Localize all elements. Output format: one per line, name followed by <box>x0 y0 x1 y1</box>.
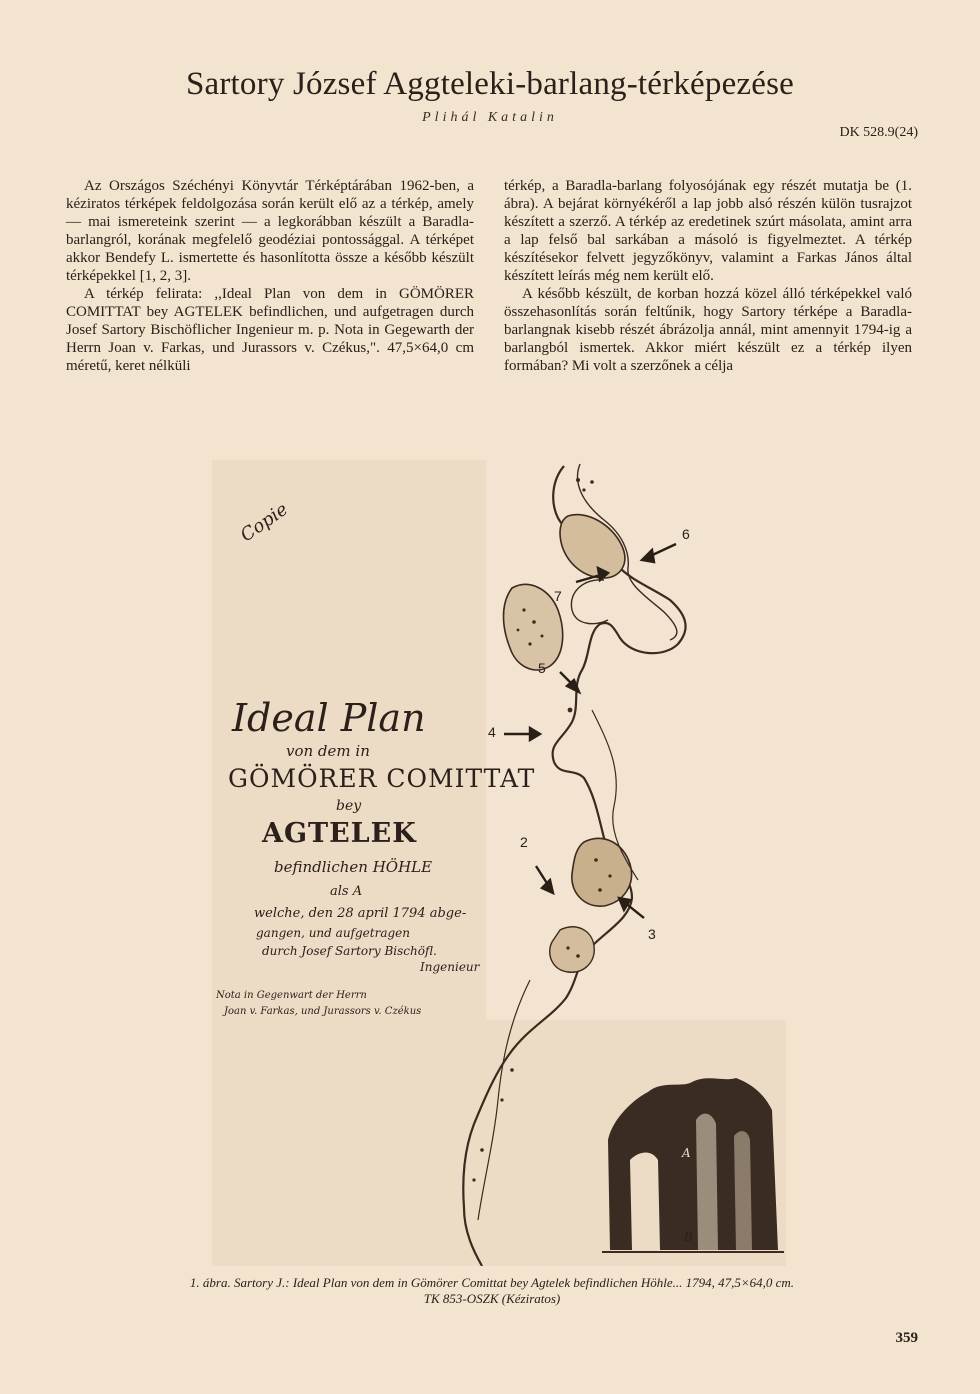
cave-map-figure <box>212 460 786 1266</box>
paragraph: A térkép felirata: ,,Ideal Plan von dem in GÖMÖRER COMITTAT bey AGTELEK befindlichen, und aufgetragen durch Josef Sartory Bischöflicher Ingenieur m. p. Nota in Gegewarth der Herrn Joan v. Farkas, und Jurassors v. Czékus,". 47,5×64,0 cm méretű, keret nélküli <box>66 286 474 374</box>
map-title-line10: durch Josef Sartory Bischöfl. <box>262 944 437 958</box>
map-marker-3: 3 <box>648 926 656 942</box>
map-marker-5: 5 <box>538 660 546 676</box>
map-note-line1: Nota in Gegenwart der Herrn <box>216 990 367 1001</box>
map-title-line6: befindlichen HÖHLE <box>274 858 433 876</box>
map-note-line2: Joan v. Farkas, und Jurassors v. Czékus <box>224 1006 422 1017</box>
map-title-line3: GÖMÖRER COMITTAT <box>228 764 536 793</box>
map-title-line1: Ideal Plan <box>232 696 426 740</box>
page-number: 359 <box>895 1330 918 1346</box>
map-title-line2: von dem in <box>286 742 370 760</box>
paragraph: térkép, a Baradla-barlang folyosójának egy részét mutatja be (1. ábra). A bejárat környékéről a lap jobb alsó részén külön tusrajzot készített a szerző. A térkép az eredetinek szúrt másolata, amint arra a lap felső bal sarkában a másoló is figyelmeztet. A térkép készítésekor felvett jegyzőkönyv, valamint a Farkas János által készített leírás még nem került elő. <box>504 178 912 284</box>
sketch-mark-b: B <box>684 1230 693 1244</box>
map-marker-7: 7 <box>554 588 562 604</box>
text-column-left <box>66 177 474 375</box>
map-marker-6: 6 <box>682 526 690 542</box>
map-title-line11: Ingenieur <box>420 960 480 974</box>
map-marker-2: 2 <box>520 834 528 850</box>
paragraph: A később készült, de korban hozzá közel álló térképekkel való összehasonlítás során feltűnik, hogy Sartory térképe a Baradla-barlangnak kisebb részét ábrázolja annál, mint amennyit 1794-ig a barlangból ismertek. Akkor miért készült ez a térkép ilyen formában? Mi volt a szerzőnek a célja <box>504 286 912 374</box>
sketch-mark-a: A <box>682 1146 691 1160</box>
dk-classification: DK 528.9(24) <box>839 125 918 140</box>
caption-line-2: TK 853-OSZK (Kéziratos) <box>423 1291 561 1306</box>
map-marker-4: 4 <box>488 724 496 740</box>
map-title-line5: AGTELEK <box>262 818 417 849</box>
map-title-line7: als A <box>330 884 363 899</box>
map-title-line8: welche, den 28 april 1794 abge- <box>254 906 467 921</box>
copy-note: Copie <box>236 498 292 547</box>
text-column-right <box>504 177 912 375</box>
article-author: Plihál Katalin <box>422 110 558 125</box>
paragraph: Az Országos Széchényi Könyvtár Térképtárában 1962-ben, a kéziratos térképek feldolgozása során került elő az a térkép, amely — mai ismereteink szerint — a legkorábban készült a Baradla-barlangról, korának megfelelő geodéziai pontossággal. A térképet akkor Bendefy L. ismertette és hasonlította össze a később készült térképekkel [1, 2, 3]. <box>66 178 474 284</box>
caption-line-1: 1. ábra. Sartory J.: Ideal Plan von dem in Gömörer Comittat bey Agtelek befindlichen Höhle... 1794, 47,5×64,0 cm. <box>189 1275 795 1290</box>
map-title-line9: gangen, und aufgetragen <box>256 926 410 940</box>
figure-caption <box>66 1275 918 1307</box>
article-title: Sartory József Aggteleki-barlang-térképezése <box>185 66 795 102</box>
map-title-line4: bey <box>336 798 362 814</box>
